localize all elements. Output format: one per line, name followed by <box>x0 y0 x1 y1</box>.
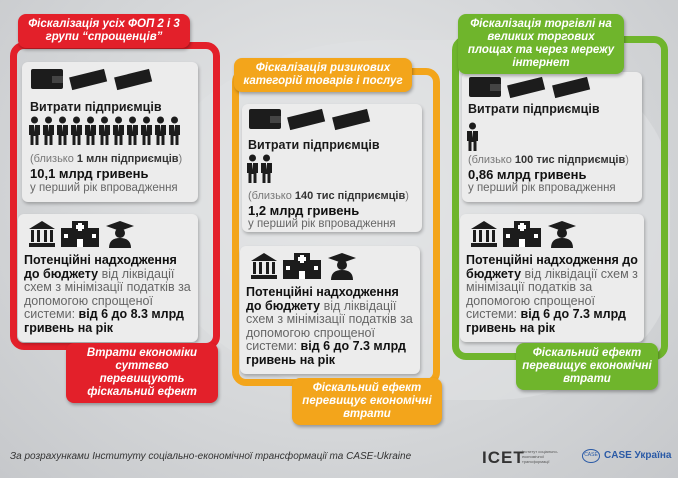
wallet-icon <box>248 106 282 130</box>
expense-label: Витрати підприємців <box>30 100 162 114</box>
title-banner-red: Фіскалізація усіх ФОП 2 і 3 групи “спрощенців” <box>18 14 190 48</box>
expense-label: Витрати підприємців <box>248 138 380 152</box>
banknote-icon <box>111 63 155 94</box>
banknote-icon <box>284 103 328 134</box>
revenue-card-orange <box>240 246 420 374</box>
entrepreneur-count: (близько 1 млн підприємців) <box>30 153 183 165</box>
institution-icons <box>28 220 135 253</box>
expense-amount: 1,2 млрд гривень <box>248 203 360 218</box>
person-icon <box>140 133 154 150</box>
expense-amount: 10,1 млрд гривень <box>30 166 149 181</box>
revenue-text: Потенційні надходження до бюджету від ліквідації схем з мінімізації податків за допомогою спрощеної системи: від 6 до 7.3 млрд гривень на рік <box>466 253 638 335</box>
person-icon <box>70 133 84 150</box>
bank-icon <box>250 252 278 280</box>
entrepreneur-count: (близько 140 тис підприємців) <box>248 190 409 202</box>
expense-card-orange <box>242 104 422 232</box>
wallet-icons <box>468 74 591 103</box>
wallet-icon <box>30 66 64 90</box>
banknote-icon <box>504 71 548 102</box>
title-banner-orange: Фіскалізація ризикових категорій товарів і послуг <box>234 58 412 92</box>
expense-amount: 0,86 млрд гривень <box>468 167 587 182</box>
effect-banner-orange: Фіскальний ефект перевищує економічні втрати <box>292 378 442 425</box>
person-icon <box>56 133 70 150</box>
expense-period: у перший рік впровадження <box>248 218 396 230</box>
person-icon <box>260 171 274 188</box>
revenue-card-green <box>460 214 644 342</box>
icet-logo-text: ICET <box>482 448 525 467</box>
revenue-text: Потенційні надходження до бюджету від ліквідації схем з мінімізації податків за допомогою спрощеної системи: від 6 до 7.3 млрд гривень на рік <box>246 285 413 367</box>
expense-label: Витрати підприємців <box>468 102 600 116</box>
wallet-icon <box>468 74 502 98</box>
banknote-icon <box>329 103 373 134</box>
banknote-icon <box>549 71 593 102</box>
people-icons <box>28 116 182 148</box>
effect-banner-red: Втрати економіки суттєво перевищують фіскальний ефект <box>66 343 218 403</box>
person-icon <box>42 133 56 150</box>
person-icon <box>112 133 126 150</box>
graduate-icon <box>105 220 135 248</box>
bank-icon <box>470 220 498 248</box>
wallet-icons <box>30 66 153 95</box>
bank-icon <box>28 220 56 248</box>
wallet-icons <box>248 106 371 135</box>
hospital-icon <box>282 252 322 280</box>
icet-logo-subtitle: Інститут соціально-економічної трансформації <box>522 449 559 464</box>
hospital-icon <box>502 220 542 248</box>
source-note: За розрахунками Інституту соціально-економічної трансформації та CASE-Ukraine <box>10 451 412 462</box>
revenue-text: Потенційні надходження до бюджету від ліквідації схем з мінімізації податків за допомогою спрощеної системи: від 6 до 8.3 млрд гривень на рік <box>24 253 191 335</box>
person-icon <box>246 171 260 188</box>
people-icons <box>466 122 480 154</box>
expense-period: у перший рік впровадження <box>468 182 616 194</box>
people-icons <box>246 154 274 186</box>
expense-card-green <box>462 72 642 202</box>
effect-banner-green: Фіскальний ефект перевищує економічні втрати <box>516 343 658 390</box>
institution-icons <box>250 252 357 285</box>
banknote-icon <box>66 63 110 94</box>
institution-icons <box>470 220 577 253</box>
person-icon <box>84 133 98 150</box>
person-icon <box>126 133 140 150</box>
icet-logo <box>482 446 562 468</box>
case-logo <box>582 446 674 468</box>
person-icon <box>154 133 168 150</box>
case-logo-badge: CASE <box>582 449 600 463</box>
entrepreneur-count: (близько 100 тис підприємців) <box>468 154 629 166</box>
graduate-icon <box>327 252 357 280</box>
title-banner-green: Фіскалізація торгівлі на великих торгових площах та через мережу інтернет <box>458 14 624 74</box>
person-icon <box>98 133 112 150</box>
case-logo-text: CASE Україна <box>604 450 672 461</box>
person-icon <box>168 133 182 150</box>
revenue-card-red <box>18 214 198 342</box>
hospital-icon <box>60 220 100 248</box>
person-icon <box>28 133 42 150</box>
graduate-icon <box>547 220 577 248</box>
expense-period: у перший рік впровадження <box>30 182 178 194</box>
expense-card-red <box>22 62 198 202</box>
